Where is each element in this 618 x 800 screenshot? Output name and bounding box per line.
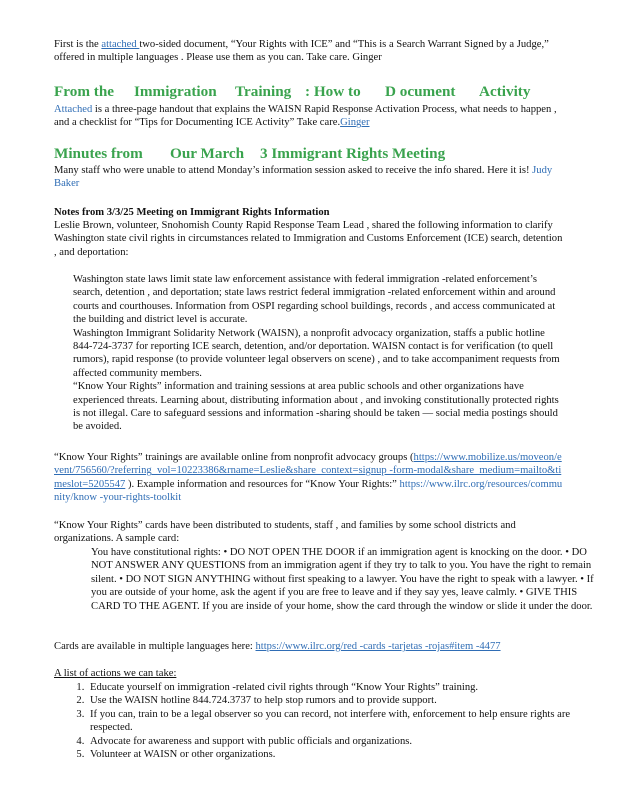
intro-text-post: two-sided document, “Your Rights with ICE” and “This is a Search Warrant Signed by a Judge,” offered in multiple languages . Please use them as you can. Take care. Ginger [54,39,549,64]
mobilize-link[interactable]: https://www.mobilize.us/moveon/event/756560/?referring_vol=10223386&rname=Leslie&share_context=signup -form-modal&share_medium=mailto&timeslot=5205547 [54,452,562,490]
heading-word: : How to [305,83,361,100]
list-item [54,380,564,434]
section1-text: is a three-page handout that explains the WAISN Rapid Response Activation Process, what needs to happen , and a checklist for “Tips for Documenting ICE Activity” Take care. [54,104,557,129]
notes-intro: Leslie Brown, volunteer, Snohomish County Rapid Response Team Lead , shared the following information to clarify Washington state civil rights in circumstances related to Immigration and Customs Enforcement (ICE) search, detention , and deportation: [54,220,563,258]
heading-word: Our March [170,145,245,162]
sample-card-text: You have constitutional rights: • DO NOT OPEN THE DOOR if an immigration agent is knocking on the door. • DO NOT ANSWER ANY QUESTIONS from an immigration agent if they try to talk to you. You have the right to remain silent. • DO NOT SIGN ANYTHING without first speaking to a lawyer. You have the right to speak with a lawyer. • If you are outside of your home, ask the agent if you are free to leave and if they say yes, leave calmly. • GIVE THIS CARD TO THE AGENT. If you are inside of your home, show the card through the window or slide it under the door. [91,547,594,612]
trainings-text-pre: “Know Your Rights” trainings are available online from nonprofit advocacy groups ( [54,452,414,463]
heading-word: Training [235,83,292,100]
heading-word: From the [54,83,115,100]
attached-handout-link[interactable]: Attached [54,104,93,115]
ilrc-toolkit-link[interactable]: https://www.ilrc.org/resources/community/know -your-rights-toolkit [54,478,563,504]
list-item: 5. Volunteer at WAISN or other organizations. [87,748,597,761]
section2-paragraph [54,164,564,191]
trainings-paragraph [54,451,564,505]
attached-link[interactable]: attached [101,39,140,50]
bullet-text: Washington state laws limit state law enforcement assistance with federal immigration -related enforcement’s search, detention , and deportation; state laws restrict federal immigration -related enforcement within and around courts and courthouses. Information from OSPI regarding school buildings, records , and access communicated at the building and district level is accurate. [73,274,556,326]
cards-intro: “Know Your Rights” cards have been distributed to students, staff , and families by some school districts and organizations. A sample card: [54,520,516,545]
actions-title: A list of actions we can take: [54,668,177,679]
notes-title: Notes from 3/3/25 Meeting on Immigrant Rights Information [54,207,330,218]
judy-baker-name: Judy Baker [54,165,553,190]
actions-list [54,681,597,761]
heading-word: 3 Immigrant Rights Meeting [260,145,446,162]
trainings-text-mid: ). Example information and resources for “Know Your Rights:” [125,478,400,490]
ilrc-red-cards-link[interactable]: https://www.ilrc.org/red -cards -tarjetas -rojas#item -4477 [255,641,501,652]
languages-text: Cards are available in multiple languages here: [54,641,256,652]
list-item: 4. Advocate for awareness and support with public officials and organizations. [87,735,597,748]
list-item: 1. Educate yourself on immigration -related civil rights through “Know Your Rights” training. [87,681,597,694]
ginger-link[interactable]: Ginger [340,117,370,129]
section1-paragraph [54,103,564,130]
heading-word: Minutes from [54,145,143,162]
heading-word: D ocument [385,83,456,100]
list-item [54,327,564,381]
section2-text: Many staff who were unable to attend Monday’s information session asked to receive the info shared. Here it is! [54,165,533,176]
bullet-text: “Know Your Rights” information and training sessions at area public schools and other organizations have experienced threats. Learning about, distributing information about , and invoking constitutionally protected rights is not illegal. Care to safeguard sessions and information -sharing should be taken — social media postings should be avoided. [73,381,559,433]
heading-word: Activity [479,83,531,100]
section-heading-immigration-training [54,83,564,101]
heading-word: Immigration [134,83,217,100]
section-heading-meeting-minutes [54,145,564,163]
list-item [54,273,564,327]
list-item: 3. If you can, train to be a legal observer so you can record, not interfere with, enforcement to help ensure rights are respected. [87,708,597,735]
languages-paragraph [54,640,564,653]
bullet-text: Washington Immigrant Solidarity Network (WAISN), a nonprofit advocacy organization, staffs a public hotline 844-724-3737 for reporting ICE search, detention, and/or deportation. WAISN contact is for verification (to quell rumors), rapid response (to provide volunteer legal observers on scene) , and to take accompaniment requests from affected community members. [73,327,560,379]
intro-paragraph [54,38,564,65]
intro-text-pre: First is the [54,39,102,50]
notes-bullet-list [54,273,564,434]
list-item: 2. Use the WAISN hotline 844.724.3737 to help stop rumors and to provide support. [87,694,597,707]
